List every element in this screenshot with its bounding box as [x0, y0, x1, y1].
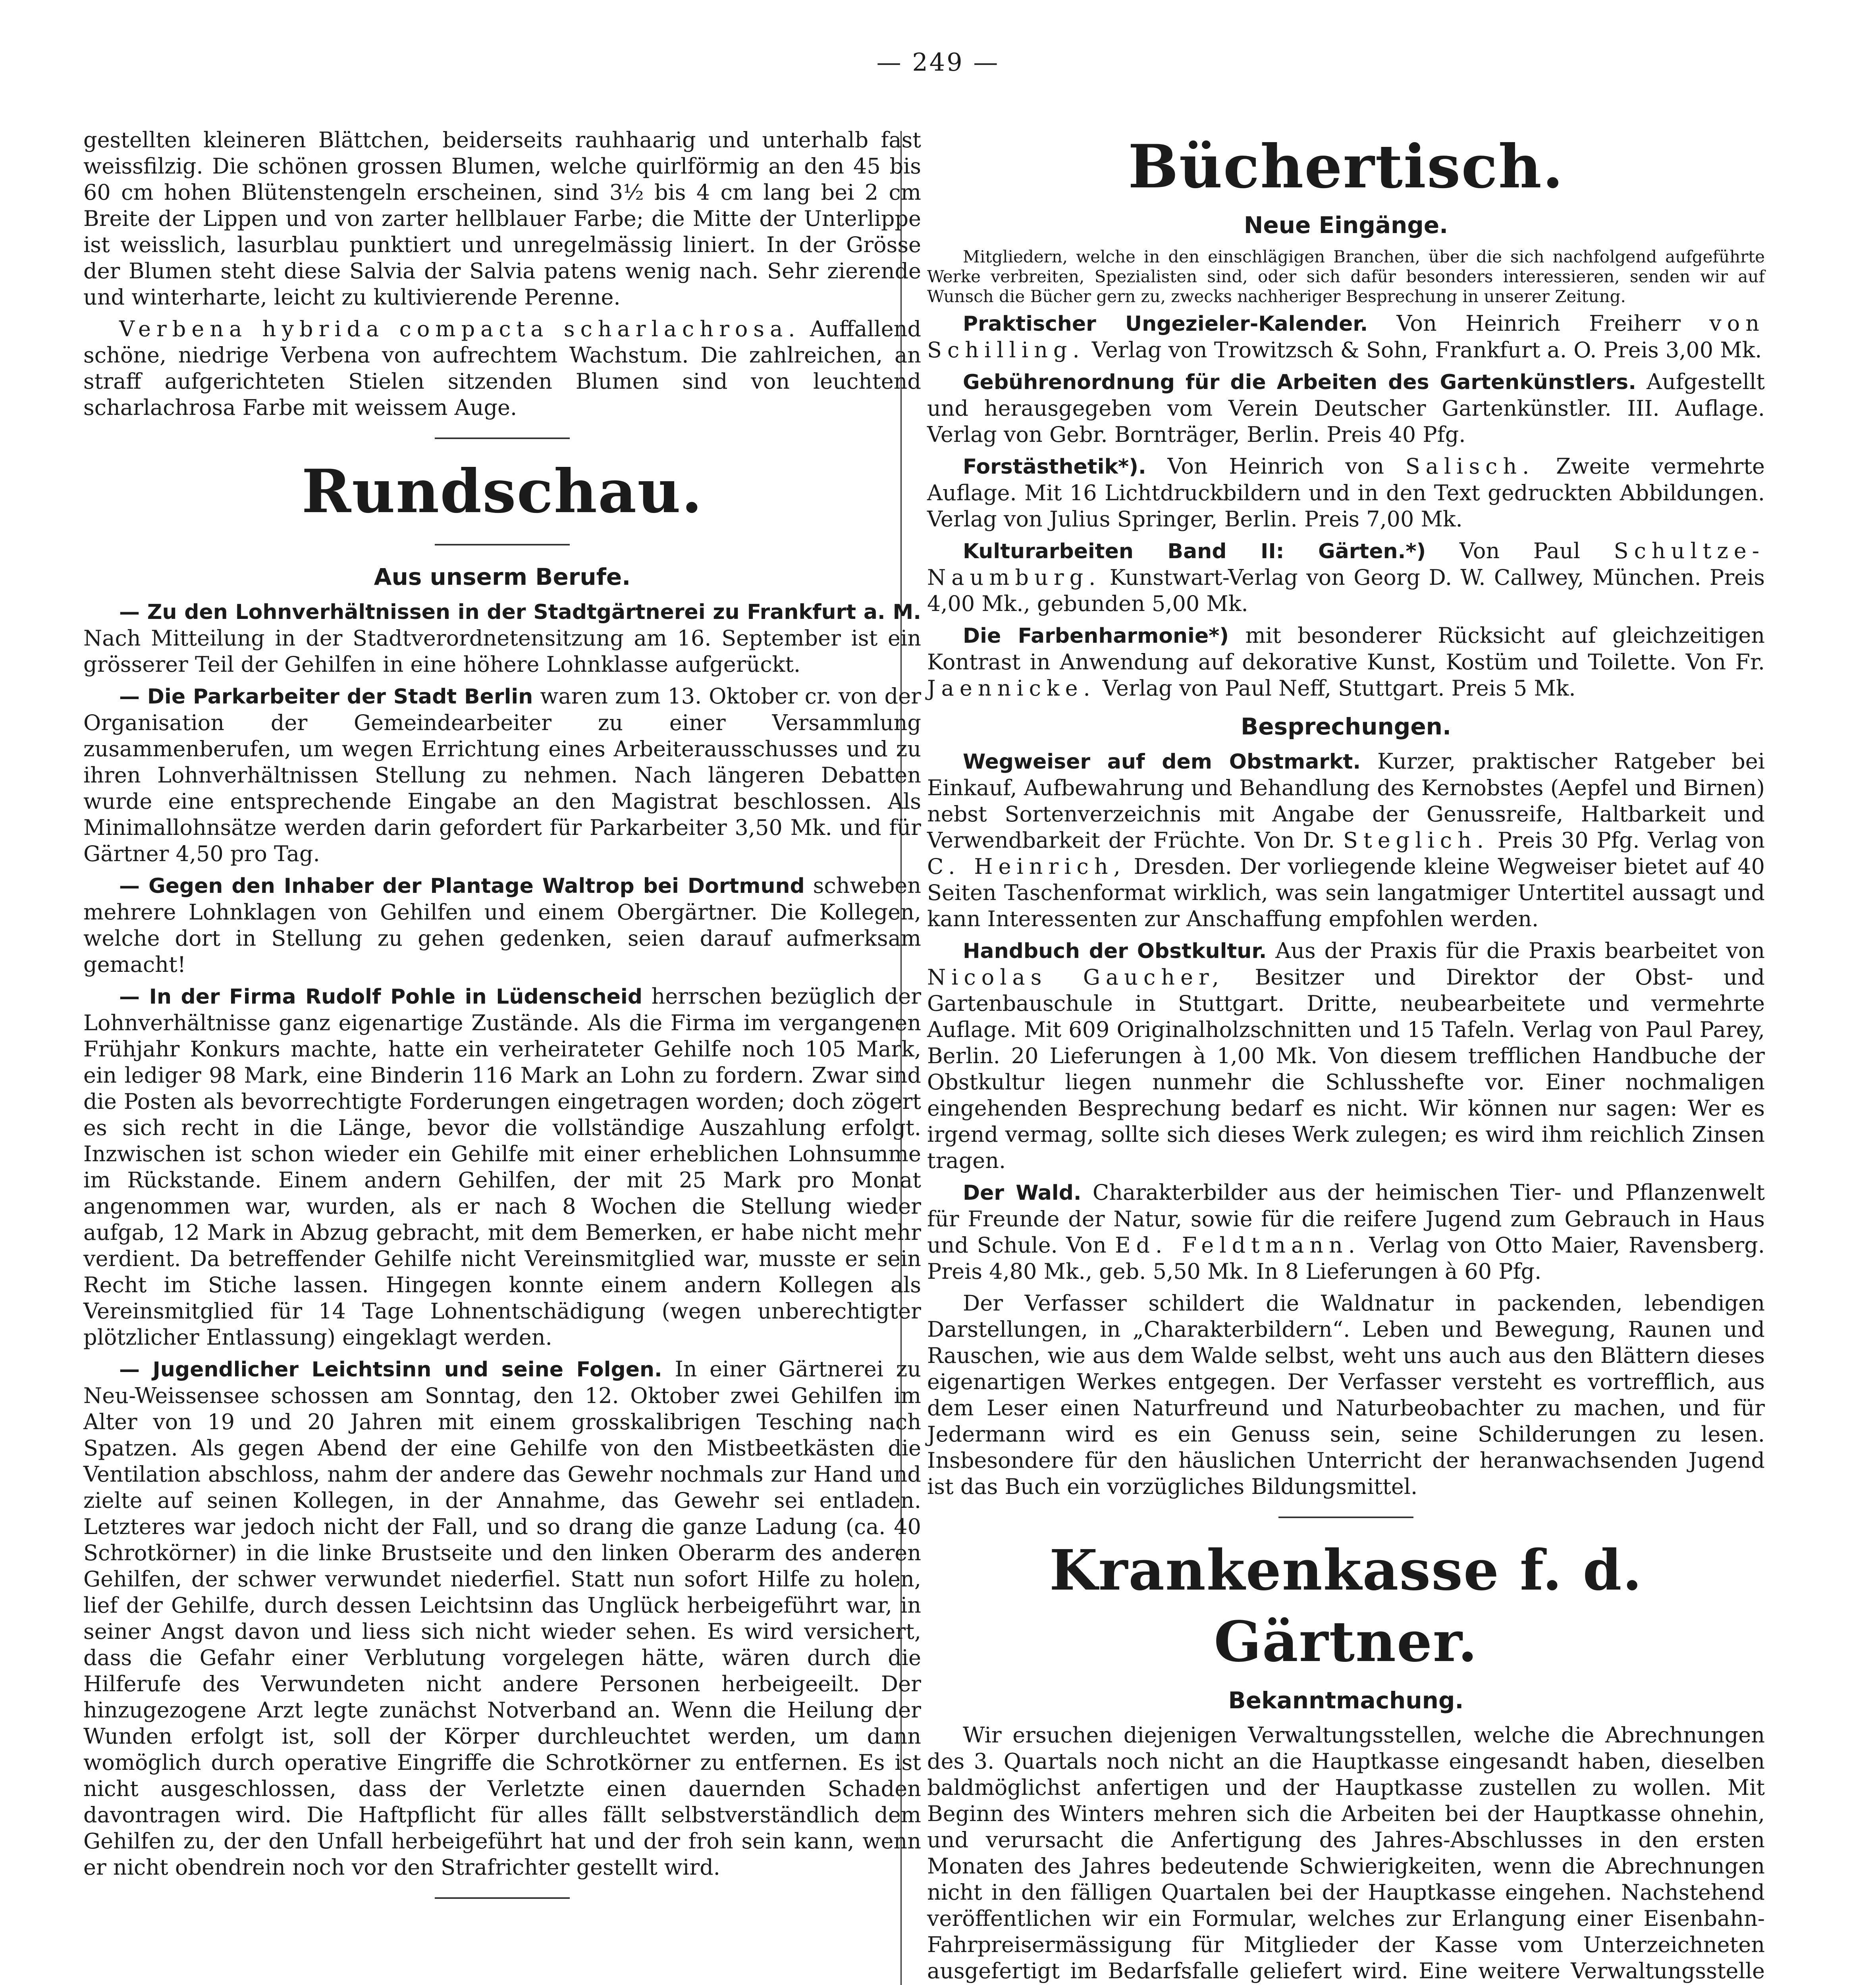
book-farbenharmonie-text1: mit besonderer Rücksicht auf gleichzeitigen Kontrast in Anwendung auf dekorative Kunst, Kostüm und Toilette. Von Fr. [927, 623, 1765, 675]
book-ungeziefer-author: von Schilling. [927, 311, 1765, 362]
left-column [83, 127, 921, 1916]
review-wald-text2: Verlag von Otto Maier, Ravensberg. Preis 4,80 Mk., geb. 5,50 Mk. In 8 Lieferungen à 60 Pfg. [927, 1233, 1765, 1284]
verbena-text: Auffallend schöne, niedrige Verbena von aufrechtem Wachstum. Die zahlreichen, an straff aufgerichteten Stielen sitzenden Blumen sind von leuchtend scharlachrosa Farbe mit weissem Auge. [83, 316, 922, 420]
book-gebuehren [927, 369, 1765, 448]
book-forstaesthetik-pre: Von Heinrich von [1167, 454, 1384, 479]
section-rule [435, 437, 570, 439]
news-frankfurt-text: Nach Mitteilung in der Stadtverordnetensitzung am 16. September ist ein grösserer Teil der Gehilfen in eine höhere Lohnklasse aufgerückt. [83, 626, 921, 677]
review-handbuch-text1: Aus der Praxis für die Praxis bearbeitet von [1275, 938, 1765, 963]
news-leichtsinn-text: In einer Gärtnerei zu Neu-Weissensee schossen am Sonntag, den 12. Oktober zwei Gehilfen im Alter von 19 und 20 Jahren mit einem grosskalibrigen Tesching nach Spatzen. Als gegen Abend der eine Gehilfe von den Mistbeetkästen die Ventilation abschloss, nahm der andere das Gewehr nochmals zur Hand und zielte auf seinen Kollegen, in der Annahme, das Gewehr sei entladen. Letzteres war jedoch nicht der Fall, und so drang die ganze Ladung (ca. 40 Schrotkörner) in die linke Brustseite und den linken Oberarm des anderen Gehilfen, der schwer verwundet niederfiel. Statt nun sofort Hilfe zu holen, lief der Gehilfe, durch dessen Leichtsinn das Unglück herbeigeführt war, in seiner Angst davon und liess sich nicht wieder sehen. Es wird versichert, dass die Gefahr einer Verblutung vorgelegen hätte, wären durch die Hilferufe des Verwundeten nicht andere Personen herbeigeeilt. Der hinzugezogene Arzt legte zunächst Notverband an. Wenn die Heilung der Wunden erfolgt ist, soll der Körper durchleuchtet werden, um dann womöglich durch operative Eingriffe die Schrotkörner zu entfernen. Es ist nicht ausgeschlossen, dass der Verletzte einen dauernden Schaden davontragen wird. Die Haftpflicht für alles fällt selbstverständlich dem Gehilfen zu, der den Unfall herbeigeführt hat und der froh sein kann, wenn er nicht obendrein noch vor den Strafrichter gestellt wird. [83, 1357, 922, 1880]
news-waltrop-head: — Gegen den Inhaber der Plantage Waltrop bei Dortmund [119, 874, 805, 898]
book-forstaesthetik-text: Zweite vermehrte Auflage. Mit 16 Lichtdruckbildern und in den Text gedruckten Abbildungen. Verlag von Julius Springer, Berlin. Preis 7,00 Mk. [927, 454, 1765, 532]
news-berlin-head: — Die Parkarbeiter der Stadt Berlin [119, 685, 533, 709]
krankenkasse-text: Wir ersuchen diejenigen Verwaltungsstellen, welche die Abrechnungen des 3. Quartals noch nicht an die Hauptkasse eingesandt haben, dieselben baldmöglichst anfertigen und der Hauptkasse zustellen zu wollen. Mit Beginn des Winters mehren sich die Arbeiten bei der Hauptkasse ohnehin, und verursacht die Anfertigung des Jahres-Abschlusses in den ersten Monaten des Jahres bedeutende Schwierigkeiten, wenn die Abrechnungen nicht in den fälligen Quartalen bei der Hauptkasse eingehen. Nachstehend veröffentlichen wir ein Formular, welches zur Erlangung einer Eisenbahn-Fahrpreisermässigung für Mitglieder der Kasse vom Unterzeichneten ausgefertigt im Bedarfsfalle geliefert wird. Eine weitere Verwaltungsstelle [927, 1723, 1765, 1983]
book-ungeziefer-title: Praktischer Ungezieler-Kalender. [963, 312, 1368, 336]
review-handbuch [927, 938, 1765, 1174]
news-berlin-text: waren zum 13. Oktober cr. von der Organisation der Gemeindearbeiter zu einer Versammlung zusammenberufen, um wegen Errichtung eines Arbeiterausschusses und zu ihren Lohnverhältnissen Stellung zu nehmen. Nach längeren Debatten wurde eine entsprechende Eingabe an den Magistrat beschlossen. Als Minimallohnsätze werden darin gefordert für Parkarbeiter 3,50 Mk. und für Gärtner 4,50 pro Tag. [83, 684, 922, 866]
book-farbenharmonie-text2: Verlag von Paul Neff, Stuttgart. Preis 5 Mk. [1102, 676, 1576, 701]
news-pohle [83, 983, 921, 1351]
review-wald-author: Ed. Feldtmann. [1115, 1233, 1361, 1258]
book-ungeziefer [927, 310, 1765, 363]
aus-unserm-berufe-heading: Aus unserm Berufe. [374, 563, 631, 590]
bekanntmachung-heading: Bekanntmachung. [1228, 1687, 1464, 1714]
book-ungeziefer-text: Verlag von Trowitzsch & Sohn, Frankfurt a. O. Preis 3,00 Mk. [1091, 337, 1762, 362]
news-leichtsinn-head: — Jugendlicher Leichtsinn und seine Folgen. [119, 1358, 662, 1382]
book-forstaesthetik [927, 453, 1765, 532]
review-wegweiser [927, 748, 1765, 932]
review-handbuch-author: Nicolas Gaucher, [927, 965, 1224, 990]
buechertisch-intro: Mitgliedern, welche in den einschlägigen Branchen, über die sich nachfolgend aufgeführte Werke verbreiten, Spezialisten sind, oder sich dafür besonders interessieren, senden wir auf Wunsch die Bücher gern zu, zwecks nachheriger Besprechung in unserer Zeitung. [927, 247, 1765, 306]
news-frankfurt [83, 599, 921, 678]
news-leichtsinn [83, 1356, 921, 1881]
review-handbuch-title: Handbuch der Obstkultur. [963, 939, 1267, 963]
review-wald-text1: Charakterbilder aus der heimischen Tier- und Pflanzenwelt für Freunde der Natur, sowie für die reifere Jugend zum Gebrauch in Haus und Schule. Von [927, 1180, 1765, 1258]
neue-eingaenge-heading: Neue Eingänge. [1244, 212, 1448, 239]
book-kulturarbeiten-author: Schultze-Naumburg. [927, 538, 1765, 590]
buechertisch-heading: Büchertisch. [1128, 132, 1564, 202]
news-waltrop-text: schweben mehrere Lohnklagen von Gehilfen und einem Obergärtner. Die Kollegen, welche dort in Stellung zu gehen gedenken, seien darauf aufmerksam gemacht! [83, 873, 921, 977]
section-rule [1278, 1517, 1413, 1518]
salvia-paragraph: gestellten kleineren Blättchen, beiderseits rauhhaarig und unterhalb fast weissfilzig. Die schönen grossen Blumen, welche quirlförmig an den 45 bis 60 cm hohen Blütenstengeln erscheinen, sind 3½ bis 4 cm lang bei 2 cm Breite der Lippen und von zarter hellblauer Farbe; die Mitte der Unterlippe ist weisslich, lasurblau punktiert und unregelmässig liniert. In der Grösse der Blumen steht diese Salvia der Salvia patens wenig nach. Sehr zierende und winterharte, leicht zu kultivierende Perenne. [83, 127, 921, 310]
review-wegweiser-text2: Preis 30 Pfg. Verlag von [1497, 828, 1765, 853]
book-kulturarbeiten-pre: Von Paul [1459, 538, 1580, 563]
book-gebuehren-title: Gebührenordnung für die Arbeiten des Gartenkünstlers. [963, 370, 1636, 394]
book-farbenharmonie-author: Jaennicke. [927, 676, 1096, 701]
book-forstaesthetik-title: Forstästhetik*). [963, 455, 1146, 479]
book-farbenharmonie-title: Die Farbenharmonie*) [963, 624, 1229, 648]
news-berlin [83, 683, 921, 867]
page-number: — 249 — [876, 48, 1000, 77]
section-rule [435, 1897, 570, 1899]
verbena-name: Verbena hybrida compacta scharlachrosa. [119, 316, 801, 341]
news-waltrop [83, 873, 921, 978]
review-wald-title: Der Wald. [963, 1181, 1082, 1205]
review-wald [927, 1179, 1765, 1285]
verbena-paragraph [83, 316, 921, 421]
right-column [927, 127, 1765, 1985]
book-ungeziefer-pre: Von Heinrich Freiherr [1396, 311, 1681, 336]
book-farbenharmonie [927, 622, 1765, 701]
besprechungen-heading: Besprechungen. [1241, 713, 1451, 740]
review-wegweiser-author1: Steglich. [1343, 828, 1489, 853]
book-kulturarbeiten-title: Kulturarbeiten Band II: Gärten.*) [963, 540, 1426, 563]
review-wegweiser-author2: C. Heinrich, [927, 854, 1126, 879]
review-wald-paragraph: Der Verfasser schildert die Waldnatur in packenden, lebendigen Darstellungen, in „Charakterbildern“. Leben und Bewegung, Raunen und Rauschen, wie aus dem Walde selbst, weht uns auch aus den Blättern dieses eigenartigen Werkes entgegen. Der Verfasser versteht es vortrefflich, aus dem Leser einen Naturfreund und Naturbeobachter zu machen, und für Jedermann wird es ein Genuss sein, seine Schilderungen zu lesen. Insbesondere für den häuslichen Unterricht der heranwachsenden Jugend ist das Buch ein vorzügliches Bildungsmittel. [927, 1291, 1765, 1499]
news-pohle-text: herrschen bezüglich der Lohnverhältnisse ganz eigenartige Zustände. Als die Firma im vergangenen Frühjahr Konkurs machte, hatte ein verheirateter Gehilfe noch 105 Mark, ein lediger 98 Mark, eine Binderin 116 Mark an Lohn zu fordern. Zwar sind die Posten als bevorrechtigte Forderungen eingetragen worden; doch zögert es sich recht in die Länge, bevor die vollständige Auszahlung erfolgt. Inzwischen ist schon wieder ein Gehilfe mit einer erheblichen Lohnsumme im Rückstande. Einem andern Gehilfen, der mit 25 Mark pro Monat angenommen war, wurden, als er nach 8 Wochen die Stellung wieder aufgab, 12 Mark in Abzug gebracht, mit dem Bemerken, er habe nicht mehr verdient. Da betreffender Gehilfe nicht Vereinsmitglied war, musste er sein Recht im Stiche lassen. Hingegen konnte einem andern Kollegen als Vereinsmitglied für 14 Tage Lohnentschädigung (wegen unberechtigter plötzlicher Entlassung) eingeklagt werden. [83, 984, 922, 1350]
book-gebuehren-text: Aufgestellt und herausgegeben vom Verein Deutscher Gartenkünstler. III. Auflage. Verlag von Gebr. Bornträger, Berlin. Preis 40 Pfg. [927, 369, 1765, 447]
krankenkasse-heading: Krankenkasse f. d. Gärtner. [1049, 1538, 1643, 1675]
book-kulturarbeiten [927, 538, 1765, 617]
review-wegweiser-text3: Dresden. Der vorliegende kleine Wegweiser bietet auf 40 Seiten Taschenformat wirklich, was sein langatmiger Untertitel aussagt und kann Interessenten zur Anschaffung empfohlen werden. [927, 854, 1765, 931]
book-forstaesthetik-author: Salisch. [1405, 454, 1535, 479]
book-kulturarbeiten-text: Kunstwart-Verlag von Georg D. W. Callwey, München. Preis 4,00 Mk., gebunden 5,00 Mk. [927, 565, 1765, 616]
review-handbuch-text2: Besitzer und Direktor der Obst- und Gartenbauschule in Stuttgart. Dritte, neubearbeitete und vermehrte Auflage. Mit 609 Originalholzschnitten und 15 Tafeln. Verlag von Paul Parey, Berlin. 20 Lieferungen à 1,00 Mk. Von diesem trefflichen Handbuche der Obstkultur liegen nunmehr die Schlusshefte vor. Einer nochmaligen eingehenden Besprechung bedarf es nicht. Wir können nur sagen: Wer es irgend vermag, sollte sich dieses Werk zulegen; es wird ihm reichlich Zinsen tragen. [927, 965, 1765, 1173]
review-wegweiser-text1: Kurzer, praktischer Ratgeber bei Einkauf, Aufbewahrung und Behandlung des Kernobstes (Aepfel und Birnen) nebst Sortenverzeichnis mit Angabe der Genussreife, Haltbarkeit und Verwendbarkeit der Früchte. Von Dr. [927, 749, 1765, 853]
section-rule [435, 544, 570, 545]
review-wegweiser-title: Wegweiser auf dem Obstmarkt. [963, 750, 1361, 774]
news-pohle-head: — In der Firma Rudolf Pohle in Lüdenscheid [119, 985, 642, 1009]
news-frankfurt-head: — Zu den Lohnverhältnissen in der Stadtgärtnerei zu Frankfurt a. M. [119, 600, 921, 624]
rundschau-heading: Rundschau. [301, 457, 703, 526]
